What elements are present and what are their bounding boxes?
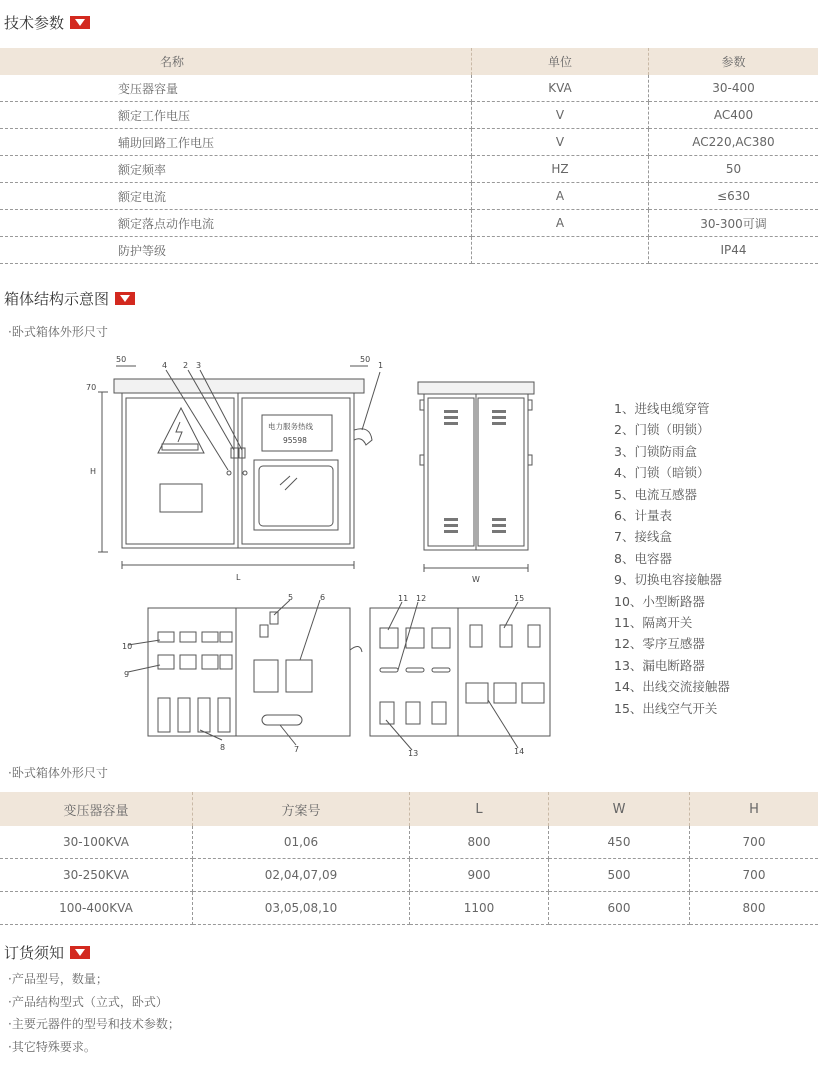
ordering-item: ·产品结构型式（立式，卧式） (8, 994, 168, 1009)
legend-item: 8、电容器 (614, 550, 672, 566)
header-w: W (549, 792, 690, 826)
cell: 1100 (410, 892, 549, 925)
cell: 800 (690, 892, 819, 925)
size-table (0, 792, 818, 925)
callout-label: 5 (288, 593, 294, 602)
cell: 额定电流 (0, 183, 472, 210)
legend-item: 11、隔离开关 (614, 615, 693, 631)
header-capacity: 变压器容量 (0, 792, 193, 826)
callout-label: 4 (162, 361, 168, 370)
legend-item: 13、漏电断路器 (614, 657, 705, 673)
cabinet-roof (114, 379, 364, 393)
ordering-list (8, 968, 180, 1058)
cell: KVA (472, 75, 649, 102)
cell: 变压器容量 (0, 75, 472, 102)
legend-item: 5、电流互感器 (614, 486, 697, 502)
cell: A (472, 210, 649, 237)
cell: 50 (649, 156, 819, 183)
callout-label: 14 (514, 747, 525, 756)
note-dimensions: ·卧式箱体外形尺寸 (8, 325, 108, 339)
cell: IP44 (649, 237, 819, 264)
callout-label: 11 (398, 594, 409, 603)
table-row (0, 859, 818, 892)
note-dimensions-2: ·卧式箱体外形尺寸 (8, 766, 108, 780)
component-legend (614, 398, 730, 719)
header-l: L (410, 792, 549, 826)
dim-label: H (90, 467, 97, 476)
table-row (0, 892, 818, 925)
section-title-ordering (4, 942, 90, 963)
breaker-row (158, 632, 232, 669)
cell: 500 (549, 859, 690, 892)
legend-item: 4、门锁（暗锁） (614, 465, 710, 481)
legend-item: 14、出线交流接触器 (614, 679, 730, 695)
dim-label: W (472, 575, 480, 584)
cell: 防护等级 (0, 237, 472, 264)
callout-label: 15 (514, 594, 525, 603)
header-name: 名称 (0, 48, 472, 75)
callout-label: 8 (220, 743, 226, 752)
dim-label: 70 (86, 383, 97, 392)
legend-item: 6、计量表 (614, 508, 672, 524)
callout-label: 1 (378, 361, 384, 370)
legend-item: 10、小型断路器 (614, 593, 705, 609)
hotline-label: 电力服务热线 (268, 422, 313, 431)
callout-label: 6 (320, 593, 326, 602)
cell: 额定落点动作电流 (0, 210, 472, 237)
cell: AC400 (649, 102, 819, 129)
cell: 700 (690, 826, 819, 859)
capacitor-row (158, 698, 230, 732)
callout-label: 2 (183, 361, 189, 370)
red-triangle-icon (70, 946, 90, 959)
section-title-text: 技术参数 (4, 14, 65, 32)
legend-item: 1、进线电缆穿管 (614, 401, 710, 416)
header-value: 参数 (649, 48, 819, 75)
cell: ≤630 (649, 183, 819, 210)
hotline-number: 95598 (283, 436, 307, 445)
ordering-item: ·产品型号，数量； (8, 972, 108, 986)
callout-label: 9 (124, 670, 130, 679)
cell: 30-300可调 (649, 210, 819, 237)
callout-label: 12 (416, 594, 427, 603)
legend-item: 12、零序互感器 (614, 636, 705, 652)
header-scheme: 方案号 (193, 792, 410, 826)
cell: 30-400 (649, 75, 819, 102)
cell: V (472, 129, 649, 156)
cell: 900 (410, 859, 549, 892)
cell: 辅助回路工作电压 (0, 129, 472, 156)
header-unit: 单位 (472, 48, 649, 75)
cell: 01,06 (193, 826, 410, 859)
dim-label: 50 (116, 355, 127, 364)
callout-label: 13 (408, 749, 419, 758)
cell: 30-100KVA (0, 826, 193, 859)
cell: HZ (472, 156, 649, 183)
cell: 450 (549, 826, 690, 859)
callout-label: 3 (196, 361, 202, 370)
section-title-text: 箱体结构示意图 (4, 290, 110, 308)
cell: 100-400KVA (0, 892, 193, 925)
legend-item: 9、切换电容接触器 (614, 572, 722, 588)
cell: 03,05,08,10 (193, 892, 410, 925)
header-h: H (690, 792, 819, 826)
table-row (0, 826, 818, 859)
cell: V (472, 102, 649, 129)
callout-label: 10 (122, 642, 133, 651)
legend-item: 15、出线空气开关 (614, 700, 718, 716)
cell: A (472, 183, 649, 210)
cell: AC220,AC380 (649, 129, 819, 156)
ordering-item: ·其它特殊要求。 (8, 1039, 96, 1054)
cell: 额定频率 (0, 156, 472, 183)
cell: 700 (690, 859, 819, 892)
table-header-row (0, 792, 818, 826)
legend-item: 2、门锁（明锁） (614, 422, 710, 438)
dim-label: 50 (360, 355, 371, 364)
section-title-text: 订货须知 (4, 944, 65, 962)
callout-label: 7 (294, 745, 300, 754)
cell: 800 (410, 826, 549, 859)
cell: 30-250KVA (0, 859, 193, 892)
legend-item: 7、接线盒 (614, 529, 672, 545)
warning-triangle-icon (158, 408, 204, 453)
cell: 额定工作电压 (0, 102, 472, 129)
dim-label: L (236, 573, 241, 582)
cell: 600 (549, 892, 690, 925)
legend-item: 3、门锁防雨盒 (614, 443, 697, 459)
ordering-item: ·主要元器件的型号和技术参数； (8, 1017, 180, 1031)
cell: 02,04,07,09 (193, 859, 410, 892)
